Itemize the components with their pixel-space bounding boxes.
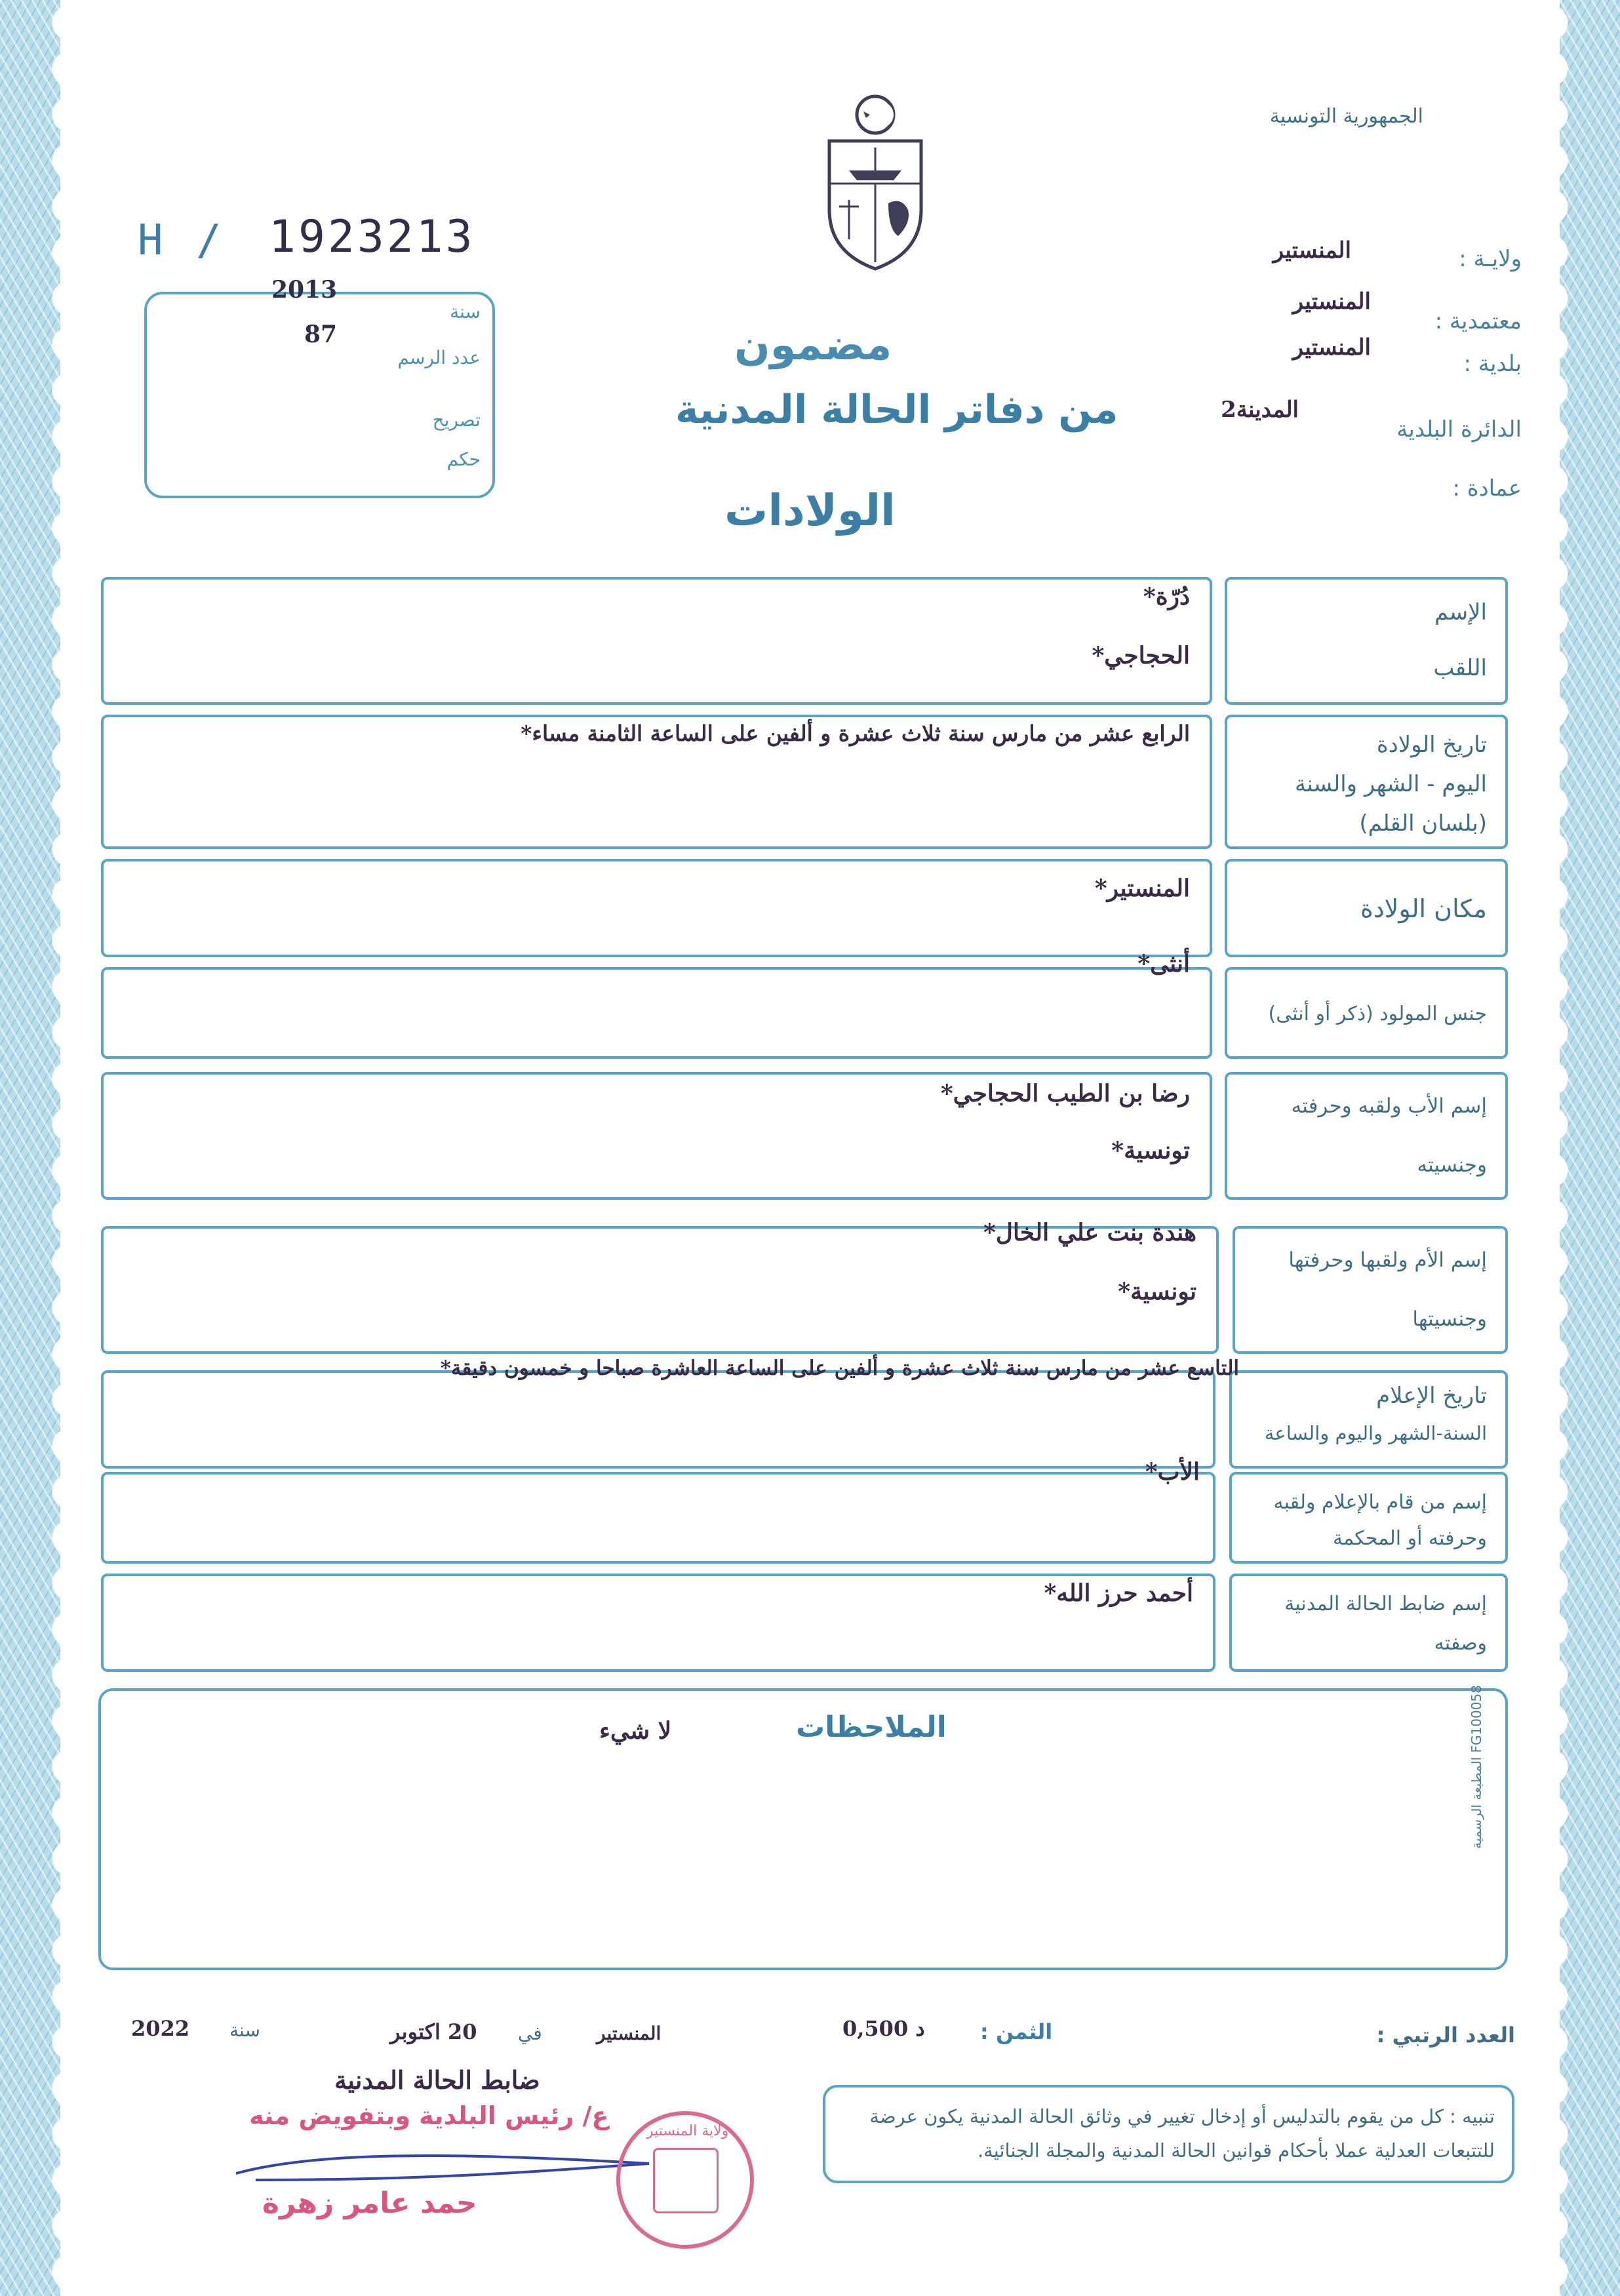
row-birth-place <box>98 859 1508 957</box>
declaration-date-value-box <box>101 1356 1239 1469</box>
signer-name: حمد عامر زهرة <box>262 2187 477 2220</box>
record-info-box <box>144 276 495 498</box>
governorate-value: المنستير <box>1273 237 1351 264</box>
birth-date-note: (بلسان القلم) <box>1359 810 1487 837</box>
father-value-box <box>101 1072 1212 1200</box>
mother-label: إسم الأم ولقبها وحرفتها <box>1288 1248 1487 1272</box>
row-declaration-date <box>98 1356 1508 1469</box>
birth-date-value: الرابع عشر من مارس سنة ثلاث عشرة و ألفين على الساعة الثامنة مساء* <box>521 721 1190 746</box>
remarks-title: الملاحظات <box>796 1711 947 1744</box>
mother-label-box <box>1233 1226 1508 1354</box>
municipality-label: بلدية : <box>1463 351 1522 377</box>
extract-title: مضمون <box>734 321 892 370</box>
row-name <box>98 577 1508 705</box>
delegate-line: ع/ رئيس البلدية وبتفويض منه <box>249 2101 609 2130</box>
signature-icon <box>229 2147 662 2187</box>
right-border-pattern <box>1560 0 1620 2296</box>
first-name-label: الإسم <box>1434 599 1487 625</box>
officer-sublabel: وصفته <box>1434 1632 1487 1655</box>
district-label: الدائرة البلدية <box>1396 416 1522 443</box>
declarant-label: إسم من قام بالإعلام ولقبه <box>1273 1491 1487 1514</box>
legal-notice: تنبيه : كل من يقوم بالتدليس أو إدخال تغيير في وثائق الحالة المدنية يكون عرضة للتتبعات العدلية عملا بأحكام قوانين الحالة المدنية والمجلة الجنائية. <box>823 2085 1514 2183</box>
record-number-value: 87 <box>304 321 338 348</box>
father-label-box <box>1225 1072 1508 1200</box>
row-sex <box>98 950 1508 1059</box>
last-name-value: الحجاجي* <box>1092 642 1190 669</box>
officer-title: ضابط الحالة المدنية <box>334 2065 540 2095</box>
last-name-label: اللقب <box>1433 655 1487 681</box>
father-nationality-value: تونسية* <box>1111 1137 1190 1164</box>
registration-prefix: H / <box>138 216 226 265</box>
row-declarant <box>98 1458 1508 1564</box>
declaration-date-label: تاريخ الإعلام <box>1376 1383 1487 1409</box>
printer-mark: المطبعة الرسمية FG100058 <box>1469 1685 1484 1849</box>
mother-nationality-value: تونسية* <box>1118 1278 1196 1305</box>
year-value: 2013 <box>271 276 338 304</box>
footer-year-value: 2022 <box>131 2016 190 2041</box>
official-seal <box>616 2111 754 2249</box>
remarks-box <box>98 1688 1508 1970</box>
record-number-label: عدد الرسم <box>397 347 481 368</box>
registration-number: 1923213 <box>269 211 475 263</box>
birth-place-value: المنستير* <box>1094 875 1190 902</box>
coat-of-arms-icon <box>810 85 941 275</box>
name-value-box <box>101 577 1212 705</box>
row-mother <box>98 1219 1508 1354</box>
sex-value-box <box>101 950 1212 1059</box>
governorate-label: ولايـة : <box>1459 246 1522 272</box>
sector-label: عمادة : <box>1452 475 1522 502</box>
declaration-date-value: التاسع عشر من مارس سنة ثلاث عشرة و ألفين على الساعة العاشرة صباحا و خمسون دقيقة* <box>440 1356 1239 1380</box>
price-value: 0,500 د <box>842 2016 925 2041</box>
row-officer <box>98 1574 1508 1672</box>
first-name-value: دُرّة* <box>1143 583 1190 610</box>
date-prefix: في <box>518 2023 542 2044</box>
births-title: الولادات <box>724 485 896 536</box>
declaration-date-label-box <box>1229 1370 1508 1469</box>
judgment-label: حكم <box>446 448 481 470</box>
place-value: المنستير <box>597 2023 662 2044</box>
declarant-label-box <box>1229 1472 1508 1564</box>
date-value: 20 اكتوبر <box>390 2019 477 2044</box>
republic-label: الجمهورية التونسية <box>1269 105 1423 128</box>
sex-label-box <box>1225 967 1508 1059</box>
price-label: الثمن : <box>980 2019 1053 2044</box>
remarks-value: لا شيء <box>599 1717 672 1745</box>
left-border-pattern <box>0 0 60 2296</box>
footer-year-label: سنة <box>229 2019 260 2041</box>
name-label-box <box>1225 577 1508 705</box>
declaration-date-sublabel: السنة-الشهر واليوم والساعة <box>1264 1422 1487 1444</box>
delegation-label: معتمدية : <box>1434 308 1522 334</box>
declarant-value-box <box>101 1458 1215 1564</box>
father-name-value: رضا بن الطيب الحجاجي* <box>940 1080 1190 1107</box>
officer-value: أحمد حرز الله* <box>1044 1579 1193 1607</box>
delegation-value: المنستير <box>1292 288 1371 315</box>
declaration-label: تصريح <box>432 409 481 431</box>
mother-name-value: هندة بنت علي الخال* <box>983 1219 1196 1246</box>
birth-place-label-box <box>1225 859 1508 957</box>
birth-date-label: تاريخ الولادة <box>1376 732 1487 758</box>
district-value: المدينة2 <box>1221 397 1299 423</box>
officer-label-box <box>1229 1574 1508 1672</box>
seal-text: ولاية المنستير <box>646 2123 729 2139</box>
declarant-sublabel: وحرفته أو المحكمة <box>1332 1527 1487 1550</box>
birth-place-label: مكان الولادة <box>1360 894 1487 923</box>
officer-label: إسم ضابط الحالة المدنية <box>1284 1593 1487 1615</box>
row-father <box>98 1072 1508 1200</box>
mother-value-box <box>101 1219 1219 1354</box>
birth-date-sublabel: اليوم - الشهر والسنة <box>1295 771 1487 797</box>
father-label: إسم الأب ولقبه وحرفته <box>1291 1094 1487 1118</box>
municipality-value: المنستير <box>1292 334 1371 361</box>
officer-value-box <box>101 1574 1215 1672</box>
serial-number-label: العدد الرتبي : <box>1376 2023 1515 2048</box>
seal-emblem-icon <box>653 2148 719 2213</box>
birth-date-label-box <box>1225 715 1508 849</box>
birth-date-value-box <box>101 715 1212 849</box>
declarant-value: الأب* <box>1145 1458 1200 1486</box>
registers-title: من دفاتر الحالة المدنية <box>675 387 1118 433</box>
sex-value: أنثى* <box>1137 950 1190 978</box>
mother-nationality-label: وجنسيتها <box>1412 1307 1487 1331</box>
year-label: سنة <box>450 301 481 323</box>
birth-place-value-box <box>101 859 1212 957</box>
sex-label: جنس المولود (ذكر أو أنثى) <box>1268 1002 1487 1025</box>
father-nationality-label: وجنسيته <box>1417 1153 1487 1177</box>
row-birth-date <box>98 715 1508 849</box>
